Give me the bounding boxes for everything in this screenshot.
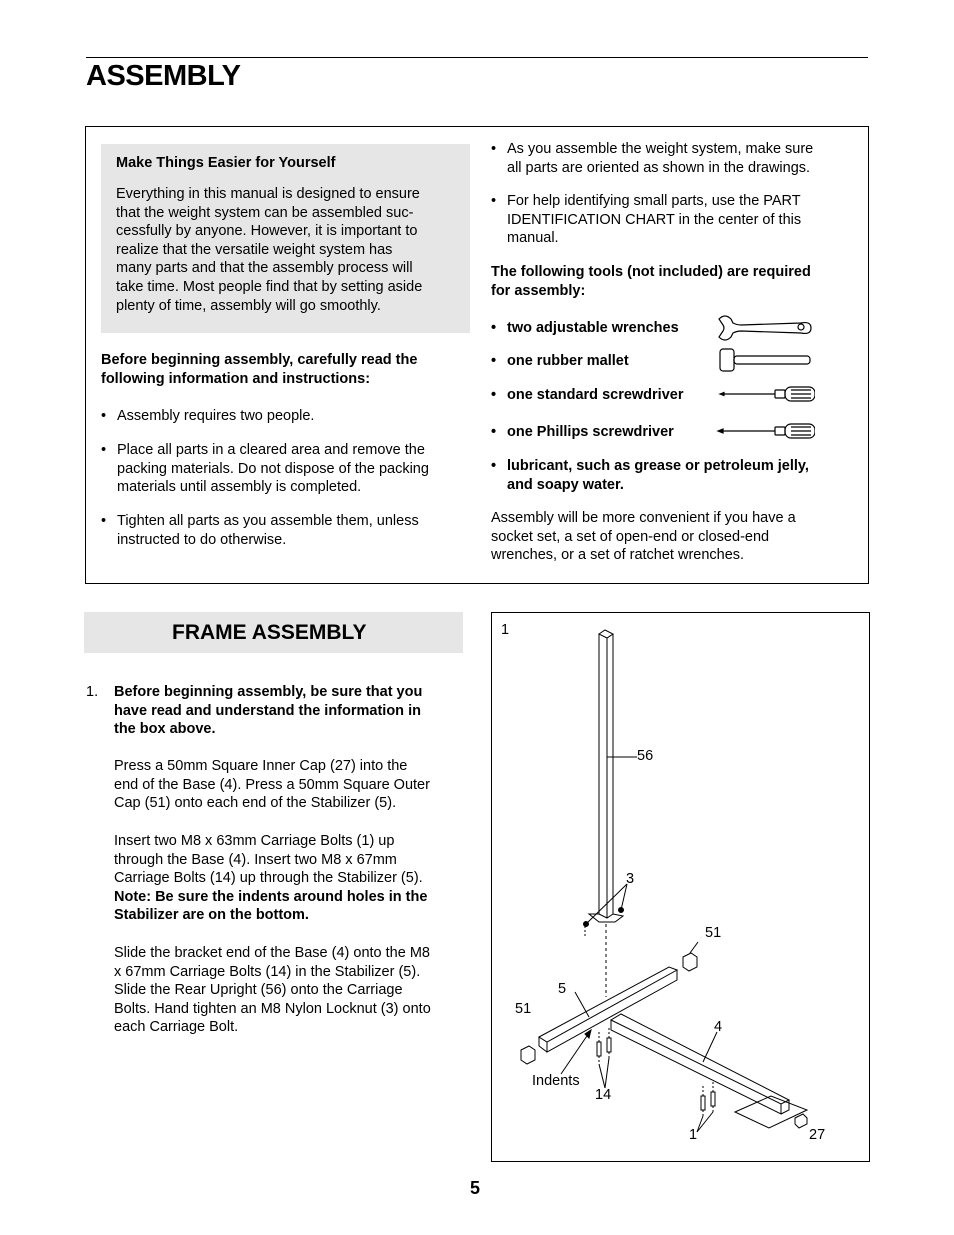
tool-mallet: • one rubber mallet <box>491 353 629 369</box>
tool-icons <box>715 313 815 453</box>
before-heading: Before beginning assembly, carefully read the following information and instructions: <box>101 352 418 387</box>
screwdriver-icon <box>720 387 815 401</box>
step-para-1: Press a 50mm Square Inner Cap (27) into the end of the Base (4). Press a 50mm Square Outer Cap (51) onto each end of the Stabilizer (5). <box>114 758 430 812</box>
callout-27: 27 <box>809 1127 826 1143</box>
tool-standard-screwdriver: • one standard screwdriver <box>491 387 684 403</box>
base <box>611 1014 807 1128</box>
lubricant-bullet: • lubricant, such as grease or petroleum jelly, and soapy water. <box>491 458 809 493</box>
callout-51-right: 51 <box>705 925 722 941</box>
step-para-2: Insert two M8 x 63mm Carriage Bolts (1) up through the Base (4). Insert two M8 x 67mm Carriage Bolts (14) up through the Stabilizer (5). Note: Be sure the indents around holes in the Stabilizer are on the bottom. <box>114 833 428 924</box>
figure-number: 1 <box>501 622 510 638</box>
right-bullet-1: • As you assemble the weight system, make sure all parts are oriented as shown in the drawings. <box>491 141 814 176</box>
mallet-icon <box>720 349 810 371</box>
left-bullet-3: • Tighten all parts as you assemble them, unless instructed to do otherwise. <box>101 513 419 548</box>
tool-phillips-screwdriver: • one Phillips screwdriver <box>491 424 674 440</box>
section-title: FRAME ASSEMBLY <box>172 621 367 644</box>
phillips-screwdriver-icon <box>718 424 815 438</box>
callout-5: 5 <box>558 981 567 997</box>
tools-heading: The following tools (not included) are required for assembly: <box>491 264 811 299</box>
page-title: ASSEMBLY <box>86 60 241 92</box>
convenience-note: Assembly will be more convenient if you have a socket set, a set of open-end or closed-end wrenches, or a set of ratchet wrenches. <box>491 510 796 564</box>
step-note-line-1: Note: Be sure the indents around holes in the <box>114 888 428 905</box>
callout-56: 56 <box>637 748 654 764</box>
tip-heading: Make Things Easier for Yourself <box>116 155 336 171</box>
rear-upright <box>589 630 623 922</box>
callout-indents: Indents <box>532 1073 580 1089</box>
wrench-icon <box>719 316 811 340</box>
step-number: 1. <box>86 684 99 700</box>
step-para-3: Slide the bracket end of the Base (4) onto the M8 x 67mm Carriage Bolts (14) in the Stabilizer (5). Slide the Rear Upright (56) onto the Carriage Bolts. Hand tighten an M8 Nylon Locknut (3) onto each Carriage Bolt. <box>114 945 431 1036</box>
callout-51-left: 51 <box>515 1001 532 1017</box>
callout-14: 14 <box>595 1087 612 1103</box>
left-bullet-1: • Assembly requires two people. <box>101 408 315 424</box>
tip-text: Everything in this manual is designed to ensure that the weight system can be assembled suc- cessfully by anyone. However, it is important to realize that the versatile weight system has many parts and that the assembly process will take time. Most people find that by setting aside plenty of time, assembly will go smoothly. <box>116 186 423 314</box>
section-header <box>84 612 463 653</box>
right-bullet-2: • For help identifying small parts, use the PART IDENTIFICATION CHART in the center of this manual. <box>491 193 802 247</box>
callout-4: 4 <box>714 1019 723 1035</box>
top-rule <box>86 57 868 58</box>
step-intro: Before beginning assembly, be sure that you have read and understand the information in the box above. <box>114 684 423 738</box>
left-bullet-2: • Place all parts in a cleared area and remove the packing materials. Do not dispose of the packing materials until assembly is completed. <box>101 442 429 496</box>
callout-1: 1 <box>689 1127 698 1143</box>
tool-wrench: • two adjustable wrenches <box>491 320 679 336</box>
step-note-line-2: Stabilizer are on the bottom. <box>114 907 309 924</box>
callout-3: 3 <box>626 871 635 887</box>
page-number: 5 <box>470 1178 481 1198</box>
